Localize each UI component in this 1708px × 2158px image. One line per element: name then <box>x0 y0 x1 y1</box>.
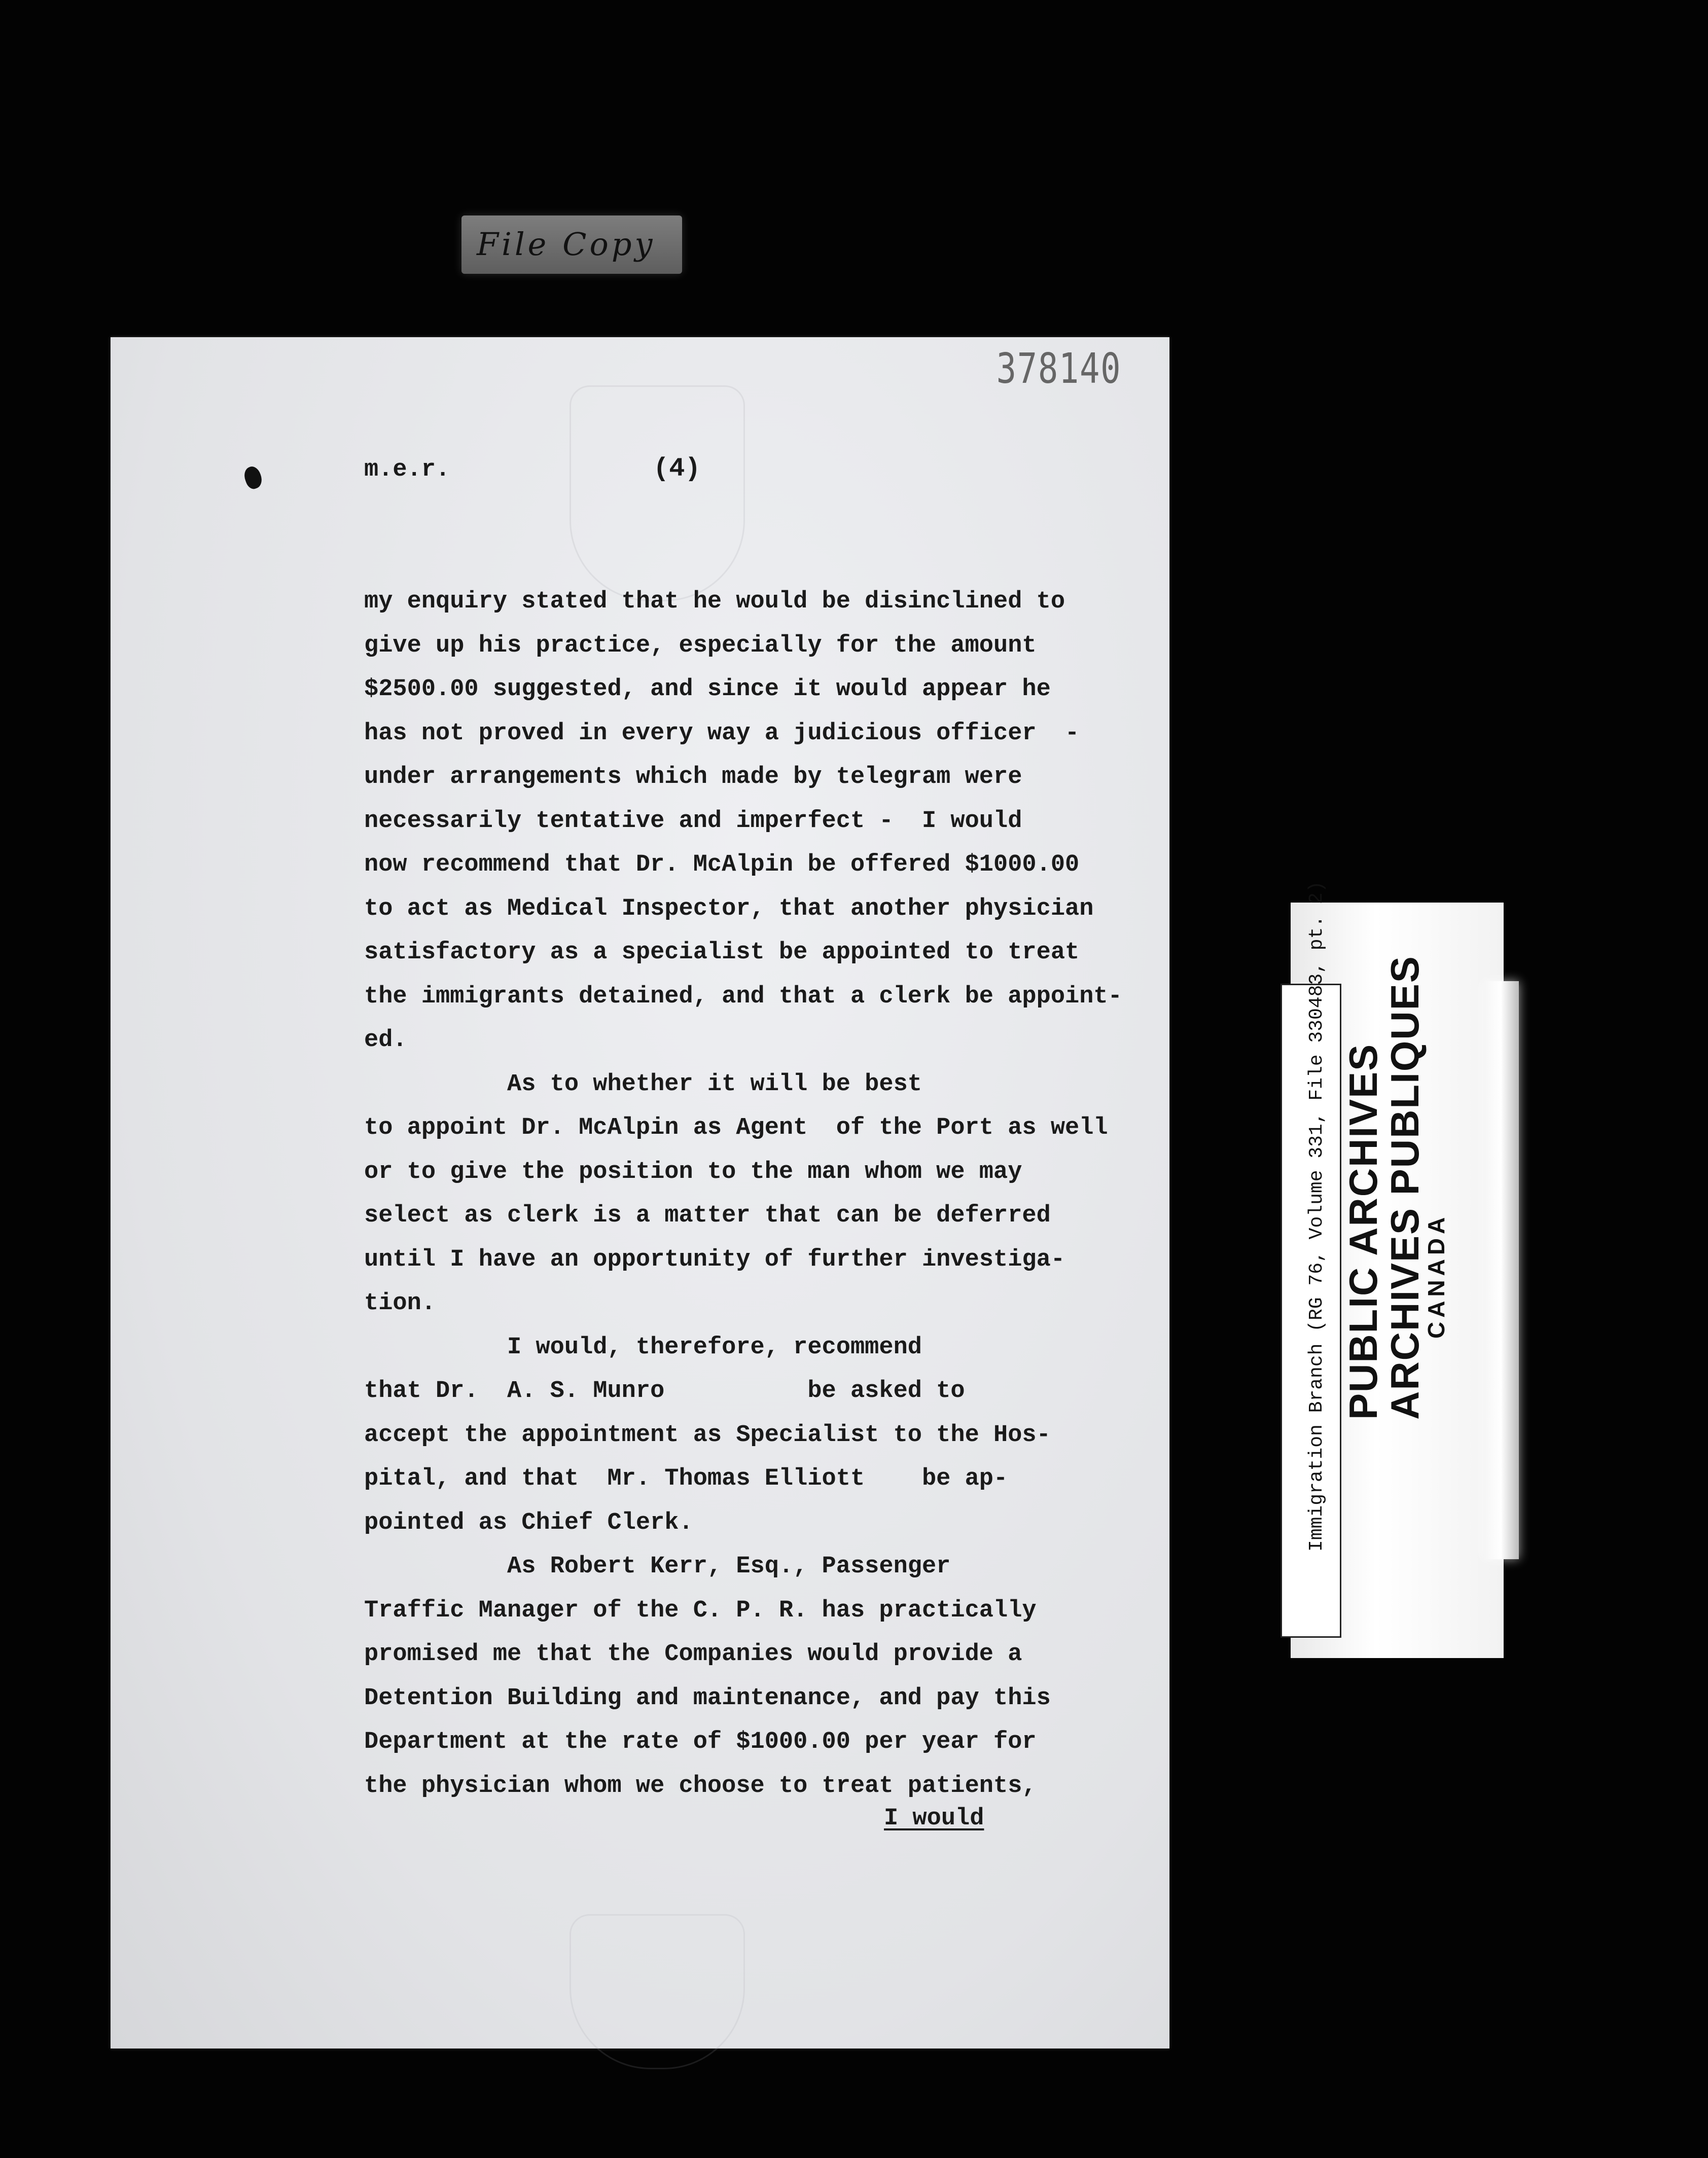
file-copy-label <box>461 215 682 274</box>
letter-line: $2500.00 suggested, and since it would appear he <box>364 676 1051 703</box>
letter-line: As Robert Kerr, Esq., Passenger <box>364 1553 951 1580</box>
letter-line: accept the appointment as Specialist to the Hos- <box>364 1421 1051 1449</box>
letter-line: to act as Medical Inspector, that another physician <box>364 895 1094 922</box>
typed-document-sheet <box>111 337 1169 2048</box>
letter-line: promised me that the Companies would provide a <box>364 1641 1022 1668</box>
letter-line: select as clerk is a matter that can be deferred <box>364 1202 1051 1229</box>
letter-line: pointed as Chief Clerk. <box>364 1509 693 1536</box>
archive-reference-card <box>1280 881 1524 1658</box>
letter-line: the physician whom we choose to treat patients, <box>364 1772 1037 1800</box>
letter-line: ed. <box>364 1027 407 1054</box>
letter-line: the immigrants detained, and that a clerk be appoint- <box>364 983 1122 1010</box>
letter-line: that Dr. A. S. Munro be asked to <box>364 1378 965 1405</box>
archive-source-reference: Immigration Branch (RG 76, Volume 331, File 330483, pt. 2) <box>1306 881 1328 1552</box>
typist-initials: m.e.r. <box>364 456 450 483</box>
letter-line: I would, therefore, recommend <box>364 1334 922 1361</box>
letter-line: give up his practice, especially for the amount <box>364 632 1037 659</box>
letter-line: my enquiry stated that he would be disinclined to <box>364 588 1065 615</box>
letter-line: tion. <box>364 1290 436 1317</box>
letter-line: has not proved in every way a judicious officer - <box>364 720 1080 747</box>
letter-line: As to whether it will be best <box>364 1070 922 1098</box>
file-copy-text: File Copy <box>477 226 656 263</box>
letter-line: until I have an opportunity of further investiga- <box>364 1246 1065 1273</box>
letter-line: now recommend that Dr. McAlpin be offered $1000.00 <box>364 851 1080 878</box>
card-tab <box>1483 981 1519 1559</box>
archive-name-french: ARCHIVES PUBLIQUES <box>1382 955 1427 1420</box>
archive-country: CANADA <box>1423 1213 1449 1339</box>
letter-line: Department at the rate of $1000.00 per year for <box>364 1729 1037 1755</box>
ink-blot-mark <box>241 464 264 491</box>
letter-line: or to give the position to the man whom we may <box>364 1158 1022 1185</box>
letter-line: Detention Building and maintenance, and pay this <box>364 1684 1051 1712</box>
letter-line: Traffic Manager of the C. P. R. has practically <box>364 1597 1037 1624</box>
letter-line: satisfactory as a specialist be appointed to treat <box>364 939 1080 966</box>
letter-line: pital, and that Mr. Thomas Elliott be ap- <box>364 1465 1008 1492</box>
letter-line: necessarily tentative and imperfect - I would <box>364 807 1022 835</box>
letter-line: under arrangements which made by telegram were <box>364 764 1022 790</box>
closing-continuation: I would <box>884 1805 984 1832</box>
archive-name-english: PUBLIC ARCHIVES <box>1341 1043 1385 1420</box>
letter-line: to appoint Dr. McAlpin as Agent of the Port as well <box>364 1114 1108 1141</box>
crest-watermark-icon <box>570 385 745 601</box>
page-number: (4) <box>653 454 701 484</box>
file-number-stamp: 378140 <box>996 345 1121 393</box>
crest-watermark-icon <box>570 1914 745 2069</box>
